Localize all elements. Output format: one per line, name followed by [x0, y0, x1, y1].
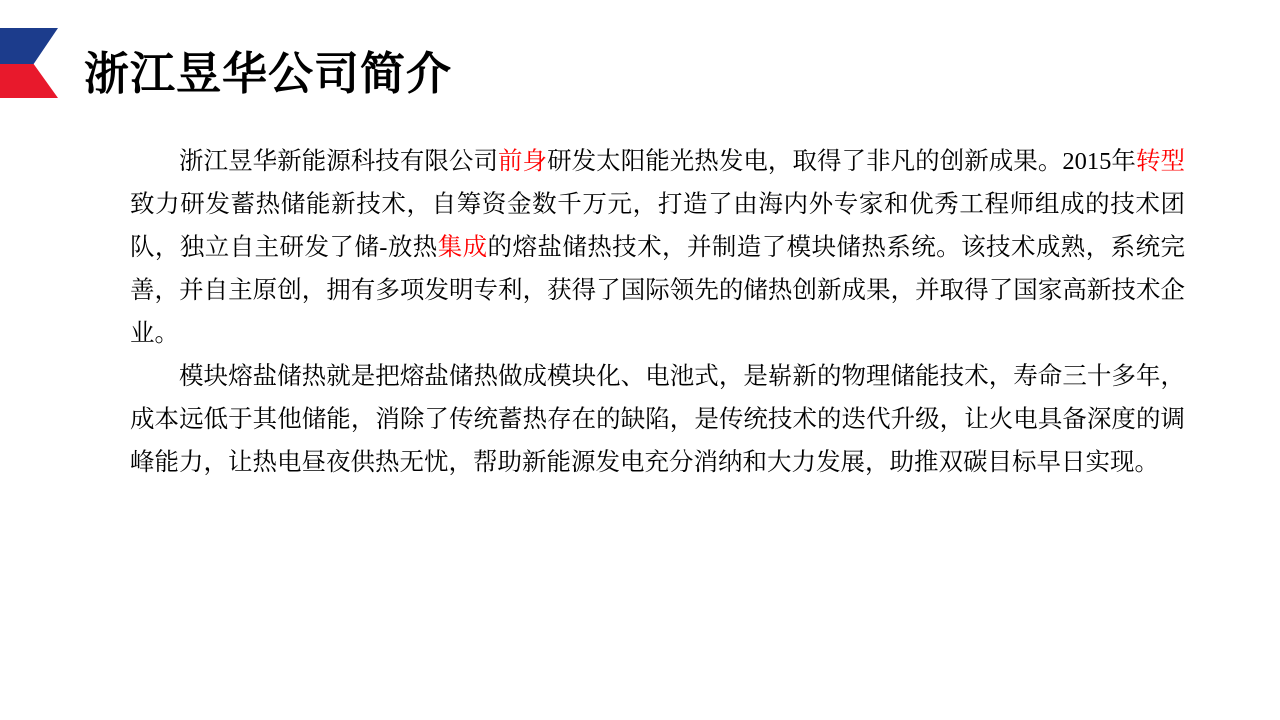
logo-blue-shape — [0, 28, 58, 64]
body-text: 模块熔盐储热就是把熔盐储热做成模块化、电池式，是崭新的物理储能技术，寿命三十多年，成本远低于其他储能，消除了传统蓄热存在的缺陷，是传统技术的迭代升级，让火电具备深度的调峰能力，让热电昼夜供热无忧，帮助新能源发电充分消纳和大力发展，助推双碳目标早日实现。 — [130, 363, 1185, 476]
logo-red-shape — [0, 64, 58, 98]
slide-body — [130, 140, 1185, 484]
paragraph-2 — [130, 355, 1185, 484]
paragraph-1 — [130, 140, 1185, 355]
body-text: 浙江昱华新能源科技有限公司 — [179, 148, 498, 175]
highlighted-text: 集成 — [437, 234, 488, 261]
body-text: 研发太阳能光热发电，取得了非凡的创新成果。2015年 — [547, 148, 1136, 175]
corner-flag-logo — [0, 28, 76, 100]
page-title: 浙江昱华公司简介 — [84, 48, 453, 99]
body-text: 致力研发蓄热储能新技术，自筹资金数千万元，打造了由海内外专家和优秀工程师组成的技术团队，独立自主研发了储-放热 — [130, 191, 1185, 261]
highlighted-text: 前身 — [498, 148, 548, 175]
body-text: 的熔盐储热技术，并制造了模块储热系统。该技术成熟，系统完善，并自主原创，拥有多项发明专利，获得了国际领先的储热创新成果，并取得了国家高新技术企业。 — [130, 234, 1186, 347]
highlighted-text: 转型 — [1135, 148, 1186, 175]
